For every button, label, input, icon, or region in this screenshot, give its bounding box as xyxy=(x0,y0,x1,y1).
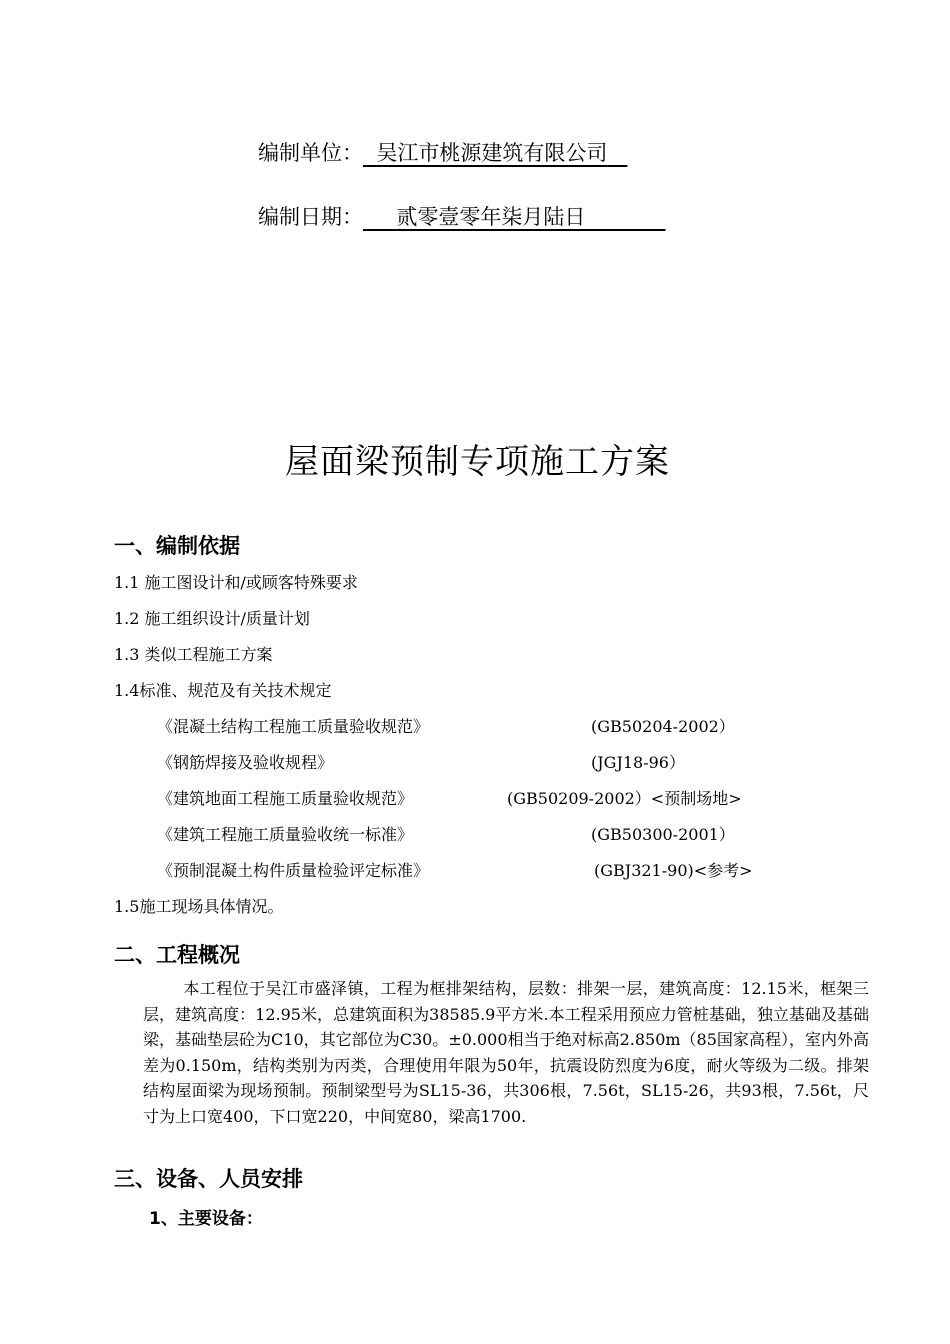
basis-item: 1.5施工现场具体情况。 xyxy=(114,897,284,916)
basis-item: 1.3 类似工程施工方案 xyxy=(114,645,273,664)
standard-code: (GB50300-2001） xyxy=(591,825,735,844)
section-2-heading: 二、工程概况 xyxy=(114,943,240,967)
basis-item: 1.4标准、规范及有关技术规定 xyxy=(114,681,332,700)
section-3-subheading: 1、主要设备： xyxy=(149,1209,263,1229)
compiling-unit-label: 编制单位： xyxy=(258,141,363,165)
compiling-date-value: 贰零壹零年柒月陆日 xyxy=(396,205,586,229)
document-title: 屋面梁预制专项施工方案 xyxy=(285,442,670,482)
compiling-unit-line xyxy=(258,137,627,167)
project-overview-paragraph: 本工程位于吴江市盛泽镇，工程为框排架结构，层数：排架一层，建筑高度：12.15米，框架三层，建筑高度：12.95米，总建筑面积为38585.9平方米.本工程采用预应力管桩基础，独立基础及基础梁，基础垫层砼为C10，其它部位为C30。±0.000相当于绝对标高2.850m（85国家高程），室内外高差为0.150m，结构类别为丙类，合理使用年限为50年，抗震设防烈度为6度，耐火等级为二级。排架结构屋面梁为现场预制。预制梁型号为SL15-36，共306根，7.56t，SL15-26，共93根，7.56t，尺寸为上口宽400，下口宽220，中间宽80，梁高1700. xyxy=(143,979,869,1126)
standard-code: (JGJ18-96） xyxy=(591,753,685,772)
standard-name: 《预制混凝土构件质量检验评定标准》 xyxy=(157,861,430,880)
section-1-heading: 一、编制依据 xyxy=(114,534,240,558)
standard-name: 《建筑工程施工质量验收统一标准》 xyxy=(157,825,414,844)
basis-item: 1.1 施工图设计和/或顾客特殊要求 xyxy=(114,573,358,592)
standard-name: 《建筑地面工程施工质量验收规范》 xyxy=(157,789,414,808)
standard-code: (GBJ321-90)<参考> xyxy=(594,861,753,880)
standard-name: 《混凝土结构工程施工质量验收规范》 xyxy=(157,717,430,736)
standard-name: 《钢筋焊接及验收规程》 xyxy=(157,753,334,772)
compiling-date-line xyxy=(258,201,666,231)
compiling-unit-value: 吴江市桃源建筑有限公司 xyxy=(376,141,608,165)
compiling-date-label: 编制日期： xyxy=(258,205,363,229)
basis-item: 1.2 施工组织设计/质量计划 xyxy=(114,609,310,628)
standard-code: (GB50209-2002）<预制场地> xyxy=(507,789,742,808)
standard-code: (GB50204-2002） xyxy=(591,717,735,736)
section-3-heading: 三、设备、人员安排 xyxy=(114,1167,303,1191)
